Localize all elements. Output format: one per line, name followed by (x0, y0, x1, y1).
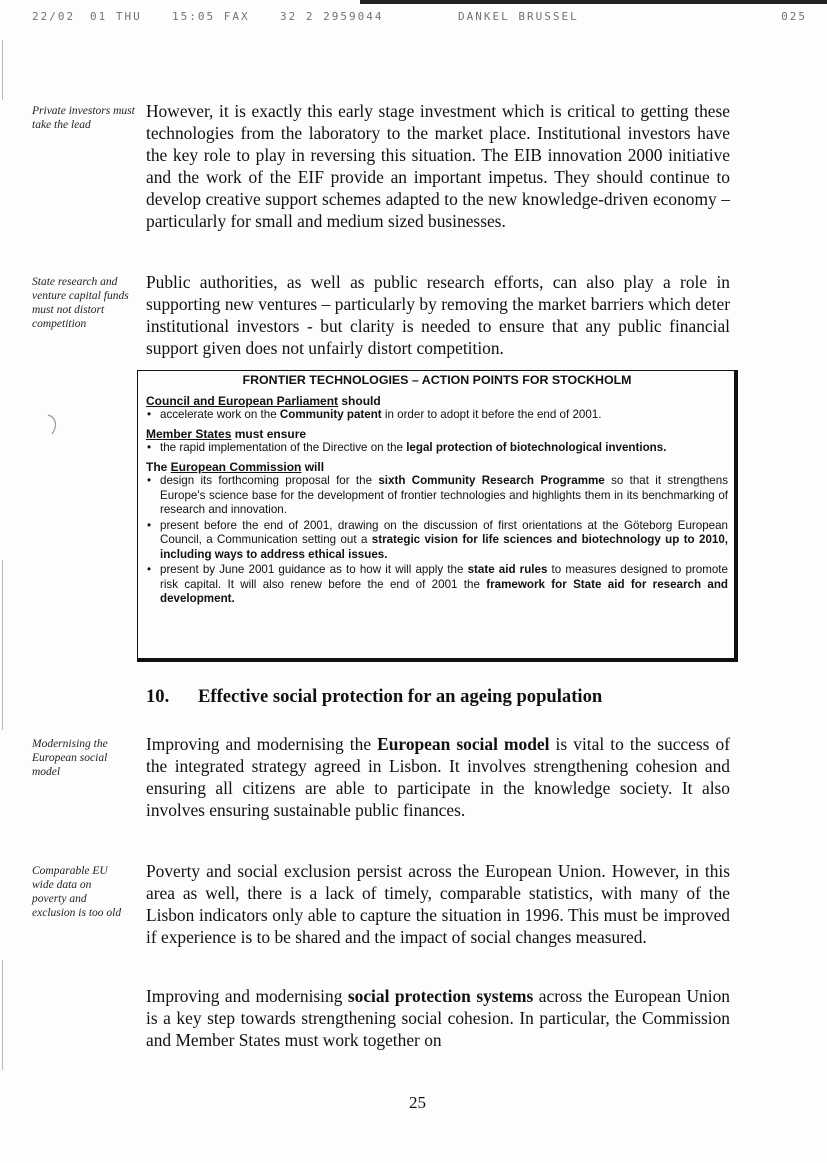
list-item: • accelerate work on the Community patent in order to adopt it before the end of 2001. (146, 408, 728, 423)
fax-header (32, 10, 807, 24)
sidenote-comparable-data: Comparable EU wide data on poverty and exclusion is too old (32, 865, 122, 919)
council-heading: Council and European Parliament should (146, 393, 381, 408)
member-states-list (146, 441, 728, 456)
paragraph-social-protection-systems: Improving and modernising social protection systems across the European Union is a key step towards strengthening social cohesion. In particular, the Commission and Member States must work together on (146, 986, 730, 1050)
sidenote-private-investors: Private investors must take the lead (32, 105, 135, 131)
paragraph-early-stage-investment: However, it is exactly this early stage investment which is critical to getting these technologies from the laboratory to the market place. Institutional investors have the key role to play in reversing this situation. The EIB innovation 2000 initiative and the work of the EIF provide an important impetus. They should continue to develop creative support schemes adapted to the new knowledge-driven economy – particularly for small and medium sized businesses. (146, 101, 730, 231)
handwritten-mark (40, 412, 62, 438)
margin-rule (2, 40, 3, 100)
sidenote-state-research: State research and venture capital funds must not distort competition (32, 276, 129, 330)
member-states-heading: Member States must ensure (146, 426, 307, 441)
section-heading (146, 686, 602, 708)
fax-date: 22/02 (32, 10, 76, 23)
list-item: • design its forthcoming proposal for the sixth Community Research Programme so that it strengthens Europe's science base for the development of frontier technologies and highlights them in its benchmarking of research and innovation. (146, 474, 728, 518)
paragraph-european-social-model: Improving and modernising the European social model is vital to the success of the integrated strategy agreed in Lisbon. It involves strengthening cohesion and ensuring all citizens are able to participate in the knowledge society. It also involves ensuring sustainable public finances. (146, 734, 730, 820)
action-points-box (137, 370, 738, 662)
section-number: 10. (146, 686, 170, 707)
commission-heading: The European Commission will (146, 459, 325, 474)
paragraph-poverty-exclusion: Poverty and social exclusion persist across the European Union. However, in this area as well, there is a lack of timely, comparable statistics, with many of the Lisbon indicators only able to capture the situation in 1996. This must be improved if experience is to be shared and the impact of social changes measured. (146, 861, 730, 947)
fax-number: 32 2 2959044 (280, 10, 384, 23)
sidenote-modernising: Modernising the European social model (32, 738, 108, 778)
margin-rule (2, 960, 3, 1070)
list-item: • present before the end of 2001, drawing on the discussion of first orientations at the Göteborg European Council, a Communication setting out a strategic vision for life sciences and biotechnology up to 2010, including ways to address ethical issues. (146, 519, 728, 563)
list-item: • the rapid implementation of the Directive on the legal protection of biotechnological inventions. (146, 441, 728, 456)
commission-list (146, 474, 728, 607)
margin-rule (2, 560, 3, 730)
fax-time: 15:05 FAX (172, 10, 250, 23)
fax-page: 025 (781, 10, 807, 23)
fax-top-bar (360, 0, 827, 4)
council-list (146, 408, 728, 423)
box-title: FRONTIER TECHNOLOGIES – ACTION POINTS FOR STOCKHOLM (242, 373, 632, 387)
page-number: 25 (409, 1093, 426, 1112)
fax-sender: DANKEL BRUSSEL (458, 10, 579, 23)
section-title: Effective social protection for an ageing population (198, 686, 603, 707)
fax-day: 01 THU (90, 10, 142, 23)
paragraph-public-authorities: Public authorities, as well as public research efforts, can also play a role in supporting new ventures – particularly by removing the market barriers which deter institutional investors - but clarity is needed to ensure that any public financial support given does not unfairly distort competition. (146, 272, 730, 358)
list-item: • present by June 2001 guidance as to how it will apply the state aid rules to measures designed to promote risk capital. It will also renew before the end of 2001 the framework for State aid for research and development. (146, 563, 728, 607)
